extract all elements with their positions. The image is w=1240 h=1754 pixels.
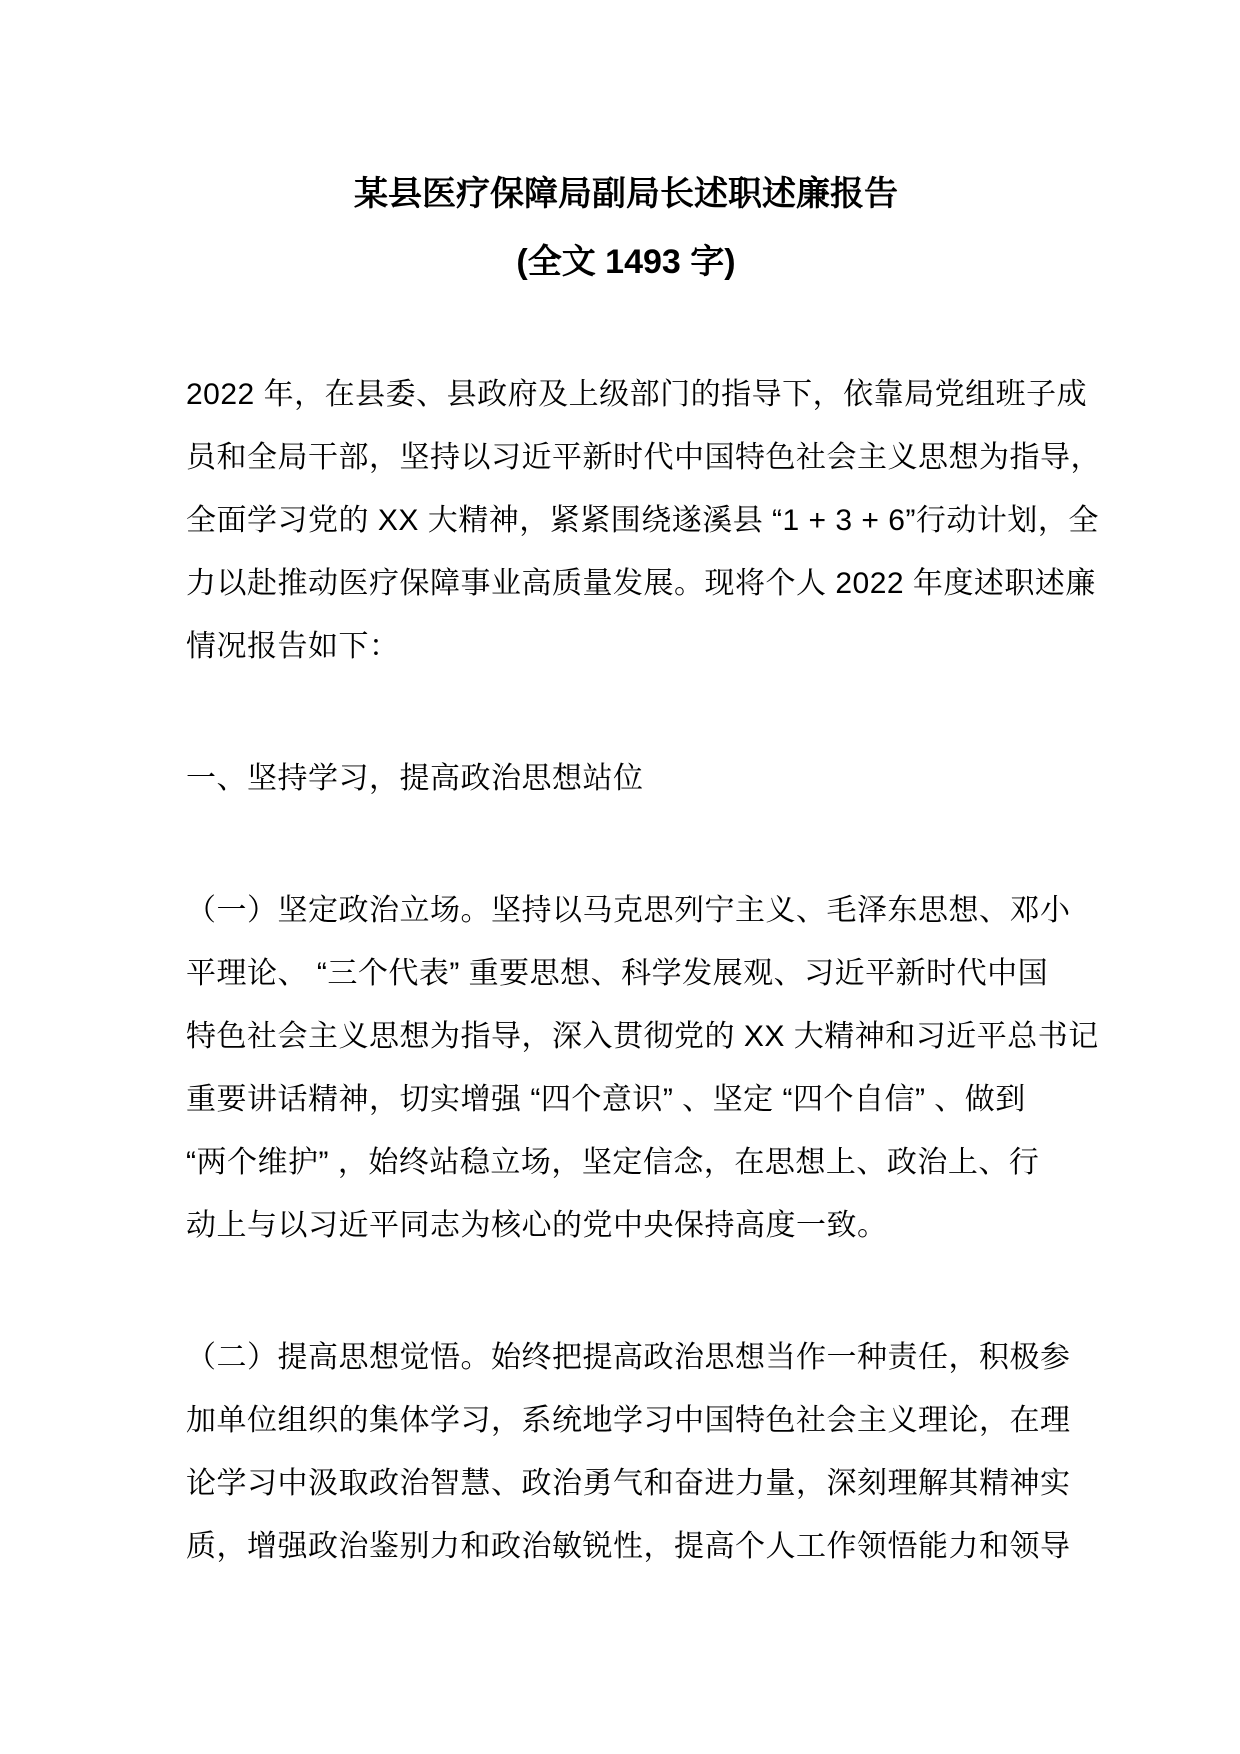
text-line: 动上与以习近平同志为核心的党中央保持高度一致。 [186,1209,888,1242]
text-line: 2022 年，在县委、县政府及上级部门的指导下，依靠局党组班子成 [186,378,1088,411]
item1-paragraph [186,879,1099,1257]
document-title: 某县医疗保障局副局长述职述廉报告 [354,175,898,213]
text-line: 平理论、 “三个代表” 重要思想、科学发展观、习近平新时代中国 [186,957,1049,990]
text-line: 质，增强政治鉴别力和政治敏锐性，提高个人工作领悟能力和领导 [186,1530,1071,1563]
text-line: 员和全局干部，坚持以习近平新时代中国特色社会主义思想为指导， [186,441,1101,474]
intro-paragraph [186,363,1101,678]
text-line: 力以赴推动医疗保障事业高质量发展。现将个人 2022 年度述职述廉 [186,567,1096,600]
text-line: 全面学习党的 XX 大精神，紧紧围绕遂溪县 “1 + 3 + 6”行动计划，全 [186,504,1099,537]
section-heading-text: 一、坚持学习，提高政治思想站位 [186,762,644,795]
text-line: （二）提高思想觉悟。始终把提高政治思想当作一种责任，积极参 [186,1341,1071,1374]
text-line: 加单位组织的集体学习，系统地学习中国特色社会主义理论，在理 [186,1404,1071,1437]
text-line: 情况报告如下： [186,630,400,663]
section-heading [186,747,1066,810]
text-line: （一）坚定政治立场。坚持以马克思列宁主义、毛泽东思想、邓小 [186,894,1071,927]
item2-paragraph [186,1326,1071,1578]
text-line: “两个维护” ，始终站稳立场，坚定信念，在思想上、政治上、行 [186,1146,1040,1179]
text-line: 特色社会主义思想为指导，深入贯彻党的 XX 大精神和习近平总书记 [186,1020,1099,1053]
document-content [186,160,1101,1578]
text-line: 论学习中汲取政治智慧、政治勇气和奋进力量，深刻理解其精神实 [186,1467,1071,1500]
document-subtitle: (全文 1493 字) [516,243,736,281]
text-line: 重要讲话精神，切实增强 “四个意识” 、坚定 “四个自信” 、做到 [186,1083,1026,1116]
